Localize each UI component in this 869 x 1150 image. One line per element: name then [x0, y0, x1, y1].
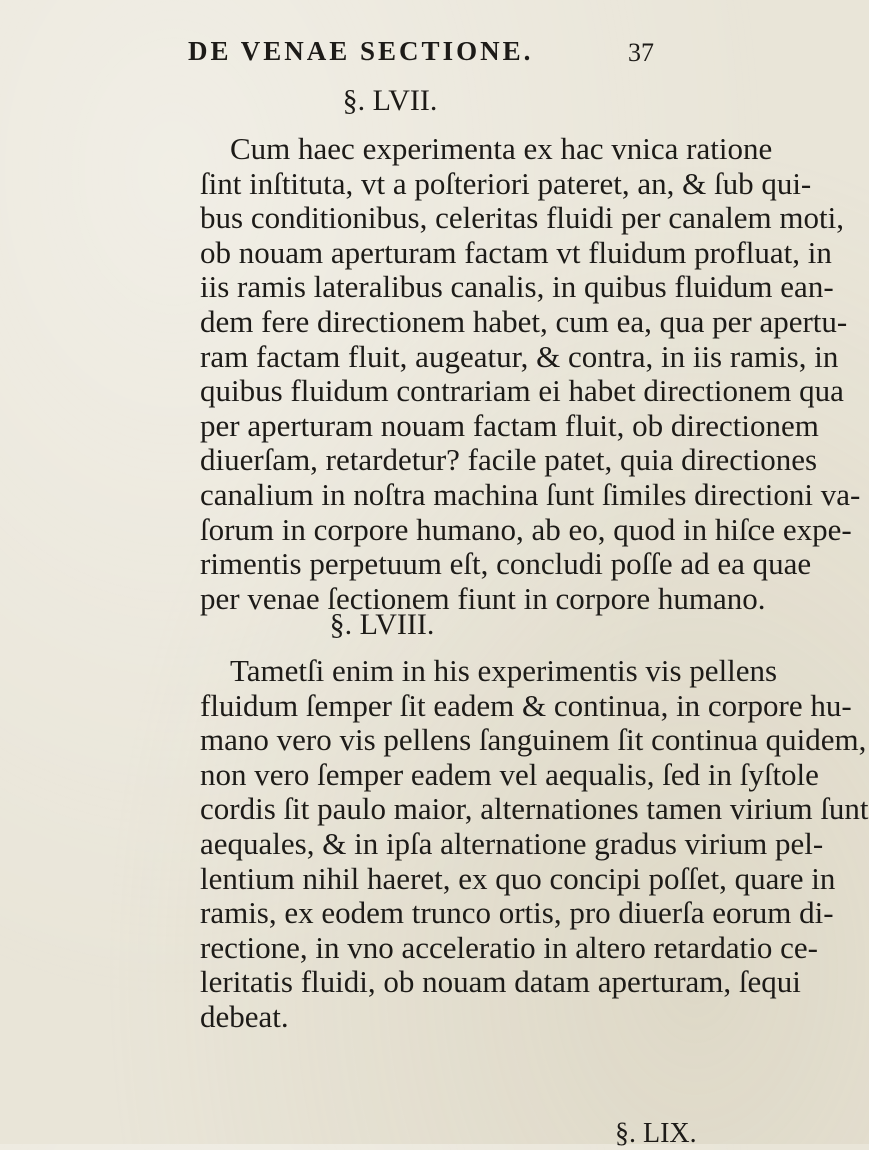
text-line: dem fere directionem habet, cum ea, qua per apertu- [200, 303, 848, 339]
running-head [0, 30, 800, 70]
text-line: aequales, & in ipſa alternatione gradus virium pel- [200, 825, 824, 861]
text-line: fluidum ſemper ſit eadem & continua, in corpore hu- [200, 687, 852, 723]
text-line: per aperturam nouam factam fluit, ob directionem [200, 407, 819, 443]
section-heading-58: §. LVIII. [329, 608, 435, 641]
text-line: ramis, ex eodem trunco ortis, pro diuerſa eorum di- [200, 895, 834, 931]
text-line: lentium nihil haeret, ex quo concipi poſſet, quare in [200, 860, 836, 896]
text-line: quibus fluidum contrariam ei habet directionem qua [200, 373, 844, 409]
catchword: §. LIX. [615, 1118, 697, 1149]
text-line: bus conditionibus, celeritas fluidi per canalem moti, [200, 200, 844, 236]
text-line: cordis ſit paulo maior, alternationes tamen virium ſunt [200, 791, 869, 827]
paragraph-section-58 [200, 653, 869, 1035]
text-line: mano vero vis pellens ſanguinem ſit continua quidem, [200, 722, 867, 758]
text-line: debeat. [200, 998, 289, 1034]
text-line: per venae ſectionem fiunt in corpore humano. [200, 580, 766, 616]
text-line: Cum haec experimenta ex hac vnica ratione [230, 131, 773, 166]
text-line: diuerſam, retardetur? facile patet, quia directiones [200, 442, 818, 478]
text-line: ſorum in corpore humano, ab eo, quod in hiſce expe- [200, 511, 852, 547]
text-line: ſint inſtituta, vt a poſteriori pateret, an, & ſub qui- [200, 165, 812, 201]
page-number: 37 [628, 38, 654, 67]
text-line: rectione, in vno acceleratio in altero retardatio ce- [200, 929, 818, 965]
text-line: non vero ſemper eadem vel aequalis, ſed in ſyſtole [200, 756, 819, 792]
running-title: DE VENAE SECTIONE. [188, 36, 534, 66]
section-heading-57: §. LVII. [342, 84, 438, 117]
text-line: canalium in noſtra machina ſunt ſimiles directioni va- [200, 476, 861, 512]
text-line: leritatis fluidi, ob nouam datam aperturam, ſequi [200, 964, 801, 1000]
text-line: Tametſi enim in his experimentis vis pellens [230, 653, 778, 688]
text-line: ob nouam aperturam factam vt fluidum profluat, in [200, 234, 832, 270]
text-line: rimentis perpetuum eſt, concludi poſſe ad ea quae [200, 546, 812, 582]
text-line: iis ramis lateralibus canalis, in quibus fluidum ean- [200, 269, 834, 305]
text-line: ram factam fluit, augeatur, & contra, in iis ramis, in [200, 338, 839, 374]
paragraph-section-57 [200, 131, 861, 616]
